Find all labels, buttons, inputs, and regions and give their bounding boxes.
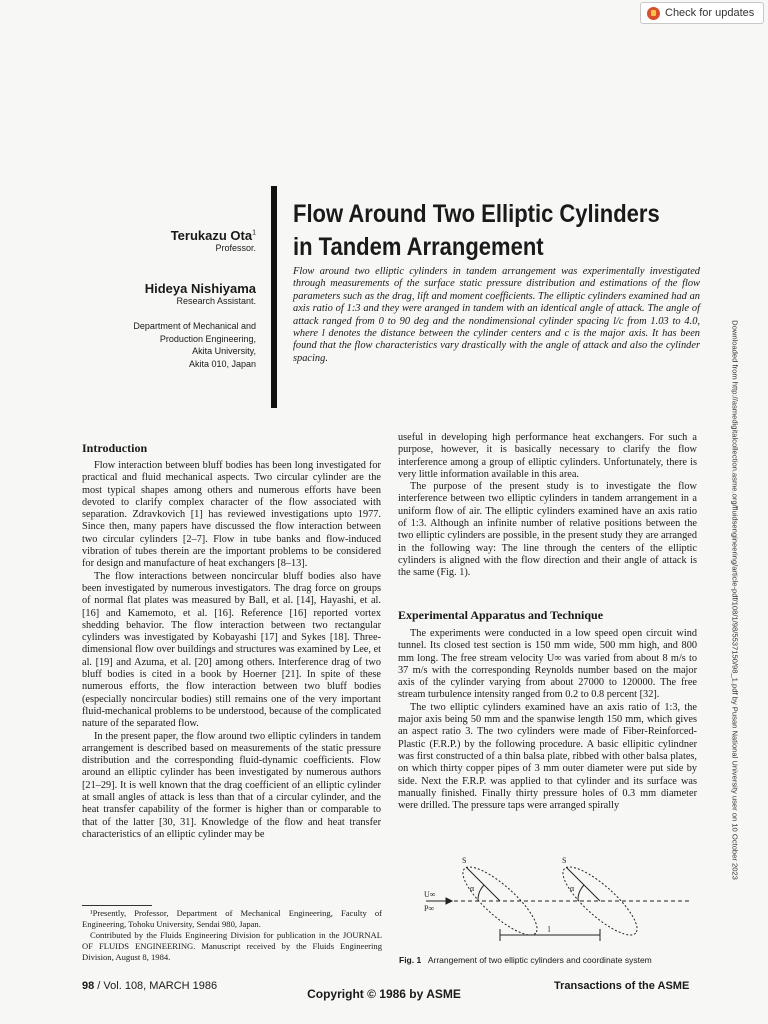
footnote-line: Contributed by the Fluids Engineering Division for publication in the JOURNAL OF FLUIDS ENGINEERING. Manuscript received by the Fluids Engineering Division, August 8, 1984. [82,930,382,962]
author-2 [145,281,256,306]
figure-caption [399,955,652,965]
angle-arc-2 [578,885,584,901]
copyright: Copyright © 1986 by ASME [307,987,461,1001]
author-name: Hideya Nishiyama [144,281,256,296]
freestream-pressure-label: P∞ [424,904,435,913]
s-label: S [562,856,567,865]
affiliation [106,320,256,370]
figure-elliptic-cylinders [400,843,700,953]
caption-text: Arrangement of two elliptic cylinders and coordinate system [427,955,652,965]
author-role: Professor. [215,243,256,253]
caption-label: Fig. 1 [399,955,422,965]
download-note-text: Downloaded from http://asmedigitalcollection.asme.org/fluidsengineering/article-pdf/108/1/98/5537150/98_1.pdf by Pusan National University user on 10 October 2023 [730,320,740,880]
check-for-updates-button[interactable] [640,2,764,24]
angle-arc-1 [478,885,484,901]
affiliation-line: Akita University, [192,346,256,356]
paragraph: The experiments were conducted in a low speed open circuit wind tunnel. Its closed test section is 150 mm wide, 500 mm high, and 800 mm long. The free stream velocity U∞ was varied from about 8 m/s to 37 m/s with the corresponding Reynolds number based on the major axis of the cylinder varying from about 27000 to 120000. The free stream turbulence intensity ranged from 0.2 to 0.8 percent [32]. [398,628,697,701]
author-footnote-mark: 1 [252,229,256,237]
alpha-label: α [570,884,575,893]
volume-info: Vol. 108, MARCH 1986 [103,980,218,992]
title-line: in Tandem Arrangement [293,233,544,261]
check-for-updates-label: Check for updates [665,7,755,19]
affiliation-line: Akita 010, Japan [188,358,256,369]
freestream-velocity-label: U∞ [424,890,436,899]
paragraph: The purpose of the present study is to investigate the flow interference between two elliptic cylinders in tandem arrangement in a uniform flow of air. The elliptic cylinders examined have an axis ratio of 1:3. Although an infinite number of relative positions between the two elliptic cylinders are possible, in the present study they are arranged in the following way: The line through the centers of the elliptic cylinders is aligned with the flow direction and their angle of attack is the same (Fig. 1). [398,481,697,579]
paragraph: useful in developing high performance heat exchangers. For such a purpose, however, it is basically necessary to clarify the flow interference among a group of elliptic cylinders. Unfortunately, there is very little information available in this area. [398,432,697,480]
footnote [82,908,382,963]
column-right [398,432,697,580]
update-icon [647,7,660,20]
affiliation-line: Department of Mechanical and [133,321,256,331]
footnote-rule [82,905,152,906]
page-info: 98 / Vol. 108, MARCH 1986 [82,980,218,992]
author-name: Terukazu Ota [170,228,253,243]
page-number: 98 [82,980,95,992]
paragraph: The two elliptic cylinders examined have an axis ratio of 1:3, the major axis being 50 mm and the spanwise length 150 mm, which gives an aspect ratio 3. The two cylinders were made of Fiber-Reinforced-Plastic (F.R.P.) by the following procedure. A basic ellipitic cylindner was first constructed of a thin balsa plate, ribbed with other balsa plates, on which thirty copper pipes of 3 mm outer diameter were put side by side. Next the F.R.P. was applied to that cylinder and its surface was manually finished. Finally thirty pressure holes of 0.3 mm diameter were drilled. The pressure taps were arranged spirally [398,701,697,812]
s-label: S [462,856,467,865]
alpha-label: α [470,884,475,893]
affiliation-line: Production Engineering, [159,333,256,344]
paragraph: Flow interaction between bluff bodies has been long investigated for practical and fluid mechanical aspects. Two circular cylinder are the most typical shapes among others and numerous efforts have been devoted to clarify complex character of the flow associated with separation. Zdravkovich [1] has reviewed investigations upto 1977. Since then, many papers have discussed the flow interaction between two circular cylinders [2–7]. Flow in tube banks and flow-induced vibration of tubes therein are the important problems to be considered for design and manufacture of heat exchangers [8–13]. [82,460,381,570]
abstract: Flow around two elliptic cylinders in tandem arrangement was experimentally investigated through measurements of the surface static pressure distribution and estimations of the flow parameters such as the drag, lift and moment coefficients. The elliptic cylinders examined had an axis ratio of 1:3 and they were aranged in tandem with an identical angle of attack. The angle of attack ranged from 0 to 90 deg and the nondimensional cylinder spacing l/c from 1.03 to 4.0, where l denotes the distance between the cylinder centers and c is the major axis. It has been found that the flow characteristics vary drastically with the angle of attack and also the cylinder spacing. [293,266,700,364]
spacing-label: l [548,925,551,934]
paper-title [293,198,660,264]
title-rule [271,186,277,408]
journal-name: Transactions of the ASME [554,980,690,992]
author-1 [171,228,256,253]
footnote-line: ¹Presently, Professor, Department of Mechanical Engineering, Faculty of Engineering, Tohoku University, Sendai 980, Japan. [82,908,382,929]
author-role: Research Assistant. [176,296,256,306]
section-heading-introduction: Introduction [82,441,148,455]
paragraph: The flow interactions between noncircular bluff bodies also have been investigated by numerous investigators. The drag force on groups of normal flat plates was measured by Ball, et al. [14], Hayashi, et al. [16] and Kamemoto, et al. [16]. Reference [16] reported vortex shedding behavior. The flow interaction between two rectangular cylinders was investigated by Kobayashi [17] and Sykes [18]. Three-dimensional flow over buildings and structures was examined by Lee, et al. [19] and Azuma, et al. [20] among others. Interference drag of two bluff bodies is cited in a book by Hoerner [21]. In spite of these numerous efforts, the flow interaction between two bluff bodies (especially noncircular bodies) still remains one of the very important fluid-mechanical problems to be understood, because of the complicated nature of the separated flow. [82,570,381,730]
section-heading-experimental: Experimental Apparatus and Technique [398,608,604,622]
title-line: Flow Around Two Elliptic Cylinders [293,200,660,228]
column-right-experimental [398,628,697,812]
download-note [727,220,743,980]
column-left [82,460,381,841]
paragraph: In the present paper, the flow around two elliptic cylinders in tandem arrangement is described based on measurements of the static pressure distribution and the corresponding fluid-dynamic coefficients. Flow around an elliptic cylinder has been investigated by numerous authors [21–29]. It is well known that the drag coefficient of an elliptic cylinder at small angles of attack is less than that of a circular cylinder, and the heat transfer capability of the former is higher than or comparable to that of the latter [30, 31]. Knowledge of the flow and heat transfer characteristics of an elliptic cylinder may be [82,730,381,840]
